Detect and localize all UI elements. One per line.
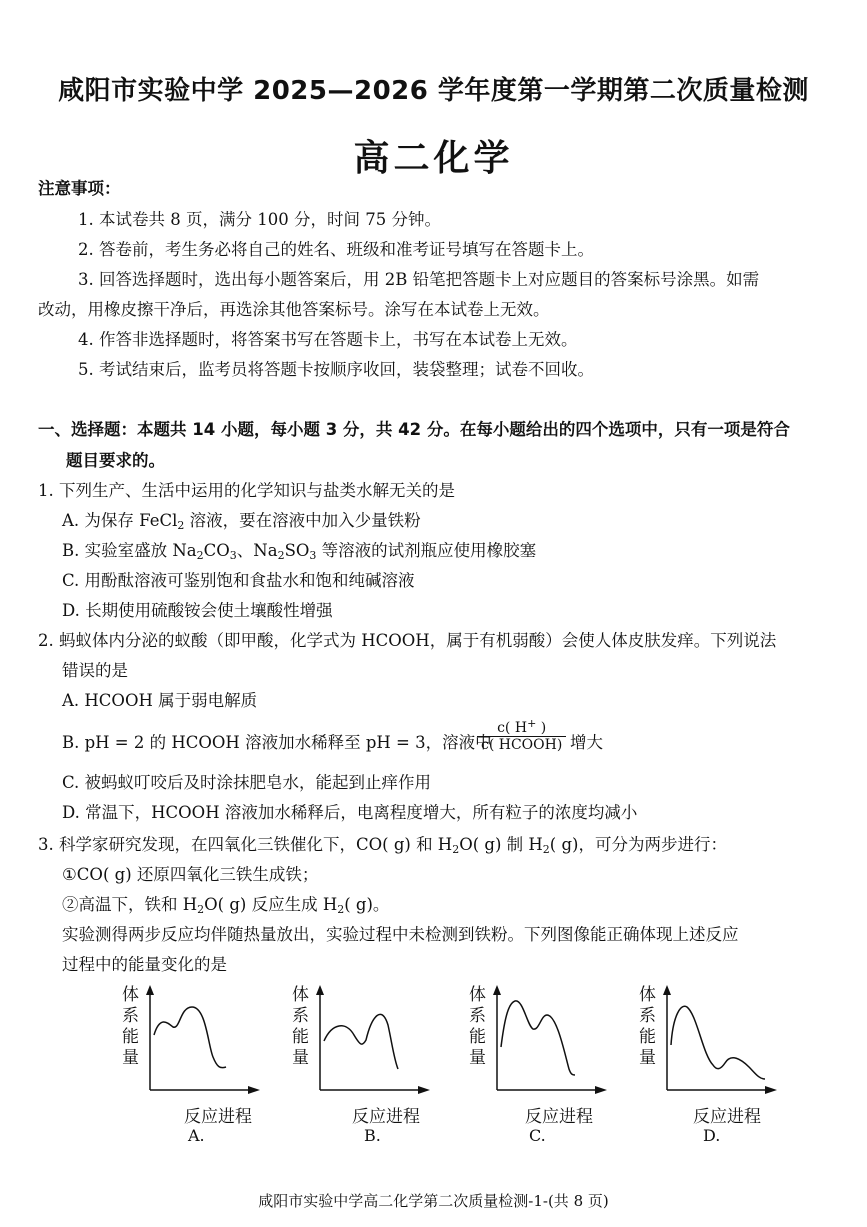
notice-item-4: 4. 作答非选择题时，将答案书写在答题卡上，书写在本试卷上无效。	[78, 330, 578, 349]
fraction-denominator: c( HCOOH)	[481, 737, 563, 753]
energy-curve	[154, 1007, 226, 1068]
q1-stem: 1. 下列生产、生活中运用的化学知识与盐类水解无关的是	[38, 481, 455, 500]
option-label-d: D.	[703, 1126, 721, 1145]
q1-option-d: D. 长期使用硫酸铵会使土壤酸性增强	[62, 601, 333, 620]
y-axis-label: 体系能量	[122, 985, 139, 1068]
x-axis-label: 反应进程	[184, 1107, 252, 1127]
energy-plot-c	[467, 985, 617, 1100]
energy-curve	[671, 1006, 765, 1079]
q2-option-c: C. 被蚂蚁叮咬后及时涂抹肥皂水，能起到止痒作用	[62, 773, 432, 792]
notice-item-2: 2. 答卷前，考生务必将自己的姓名、班级和准考证号填写在答题卡上。	[78, 240, 594, 259]
energy-plot-d	[637, 985, 787, 1100]
q2-option-d: D. 常温下，HCOOH 溶液加水稀释后，电离程度增大，所有粒子的浓度均减小	[62, 803, 638, 822]
x-axis-arrow	[595, 1086, 607, 1094]
x-axis-arrow	[418, 1086, 430, 1094]
fraction-numerator: c( H+ )	[477, 720, 566, 737]
y-axis-arrow	[663, 985, 671, 995]
energy-graph-d	[637, 985, 787, 1145]
x-axis-label: 反应进程	[352, 1107, 420, 1127]
q2-stem: 2. 蚂蚁体内分泌的蚁酸（即甲酸，化学式为 HCOOH，属于有机弱酸）会使人体皮肤发痒。下列说法	[38, 631, 777, 650]
subject-title: 高二化学	[353, 138, 514, 179]
q3-text-1: 实验测得两步反应均伴随热量放出，实验过程中未检测到铁粉。下列图像能正确体现上述反应	[62, 925, 739, 944]
x-axis-label: 反应进程	[693, 1107, 761, 1127]
y-axis-arrow	[493, 985, 501, 995]
energy-graph-a	[120, 985, 270, 1145]
y-axis-label: 体系能量	[469, 985, 486, 1068]
q3-stem: 3. 科学家研究发现，在四氧化三铁催化下，CO( g) 和 $H_2O$( g) 制 $H_2$( g)，可分为两步进行：	[38, 835, 727, 856]
q1-option-b: B. 实验室盛放 $Na_2CO_3$、$Na_2SO_3$ 等溶液的试剂瓶应使用橡胶塞	[62, 541, 537, 562]
q2-option-a: A. HCOOH 属于弱电解质	[62, 691, 258, 710]
y-axis-arrow	[316, 985, 324, 995]
option-label-c: C.	[529, 1126, 546, 1145]
option-label-b: B.	[364, 1126, 381, 1145]
option-label-a: A.	[188, 1126, 205, 1145]
q3-step-2: ②高温下，铁和 $H_2O$( g) 反应生成 $H_2$( g)。	[62, 895, 390, 916]
q2-fraction	[477, 717, 566, 753]
page-footer: 咸阳市实验中学高二化学第二次质量检测-1-(共 8 页)	[258, 1192, 609, 1210]
energy-plot-a	[120, 985, 270, 1100]
q2-option-b-end: 增大	[570, 733, 603, 752]
q3-step-1: ①CO( g) 还原四氧化三铁生成铁；	[62, 865, 319, 884]
energy-curve	[324, 1014, 398, 1069]
x-axis-arrow	[248, 1086, 260, 1094]
y-axis-label: 体系能量	[639, 985, 656, 1068]
notice-item-3-cont: 改动，用橡皮擦干净后，再选涂其他答案标号。涂写在本试卷上无效。	[38, 300, 550, 319]
y-axis-arrow	[146, 985, 154, 995]
q2-option-b-text: B. pH = 2 的 HCOOH 溶液加水稀释至 pH = 3，溶液中	[62, 733, 492, 752]
exam-title: 咸阳市实验中学 2025—2026 学年度第一学期第二次质量检测	[58, 76, 809, 106]
notice-heading: 注意事项：	[38, 179, 121, 198]
notice-item-1: 1. 本试卷共 8 页，满分 100 分，时间 75 分钟。	[78, 210, 441, 229]
section-heading-cont: 题目要求的。	[66, 451, 165, 470]
energy-graph-c	[467, 985, 617, 1145]
notice-item-5: 5. 考试结束后，监考员将答题卡按顺序收回，装袋整理；试卷不回收。	[78, 360, 594, 379]
q2-stem-cont: 错误的是	[62, 661, 128, 680]
y-axis-label: 体系能量	[292, 985, 309, 1068]
x-axis-arrow	[765, 1086, 777, 1094]
x-axis-label: 反应进程	[525, 1107, 593, 1127]
energy-curve	[501, 1001, 575, 1075]
notice-item-3: 3. 回答选择题时，选出每小题答案后，用 2B 铅笔把答题卡上对应题目的答案标号涂黑。如需	[78, 270, 760, 289]
q1-option-a: A. 为保存 FeCl$_2$ 溶液，要在溶液中加入少量铁粉	[62, 511, 421, 532]
energy-plot-b	[290, 985, 440, 1100]
section-heading: 一、选择题：本题共 14 小题，每小题 3 分，共 42 分。在每小题给出的四个选项中，只有一项是符合	[38, 420, 790, 439]
energy-graph-b	[290, 985, 440, 1145]
q3-text-2: 过程中的能量变化的是	[62, 955, 227, 974]
q1-option-c: C. 用酚酞溶液可鉴别饱和食盐水和饱和纯碱溶液	[62, 571, 415, 590]
